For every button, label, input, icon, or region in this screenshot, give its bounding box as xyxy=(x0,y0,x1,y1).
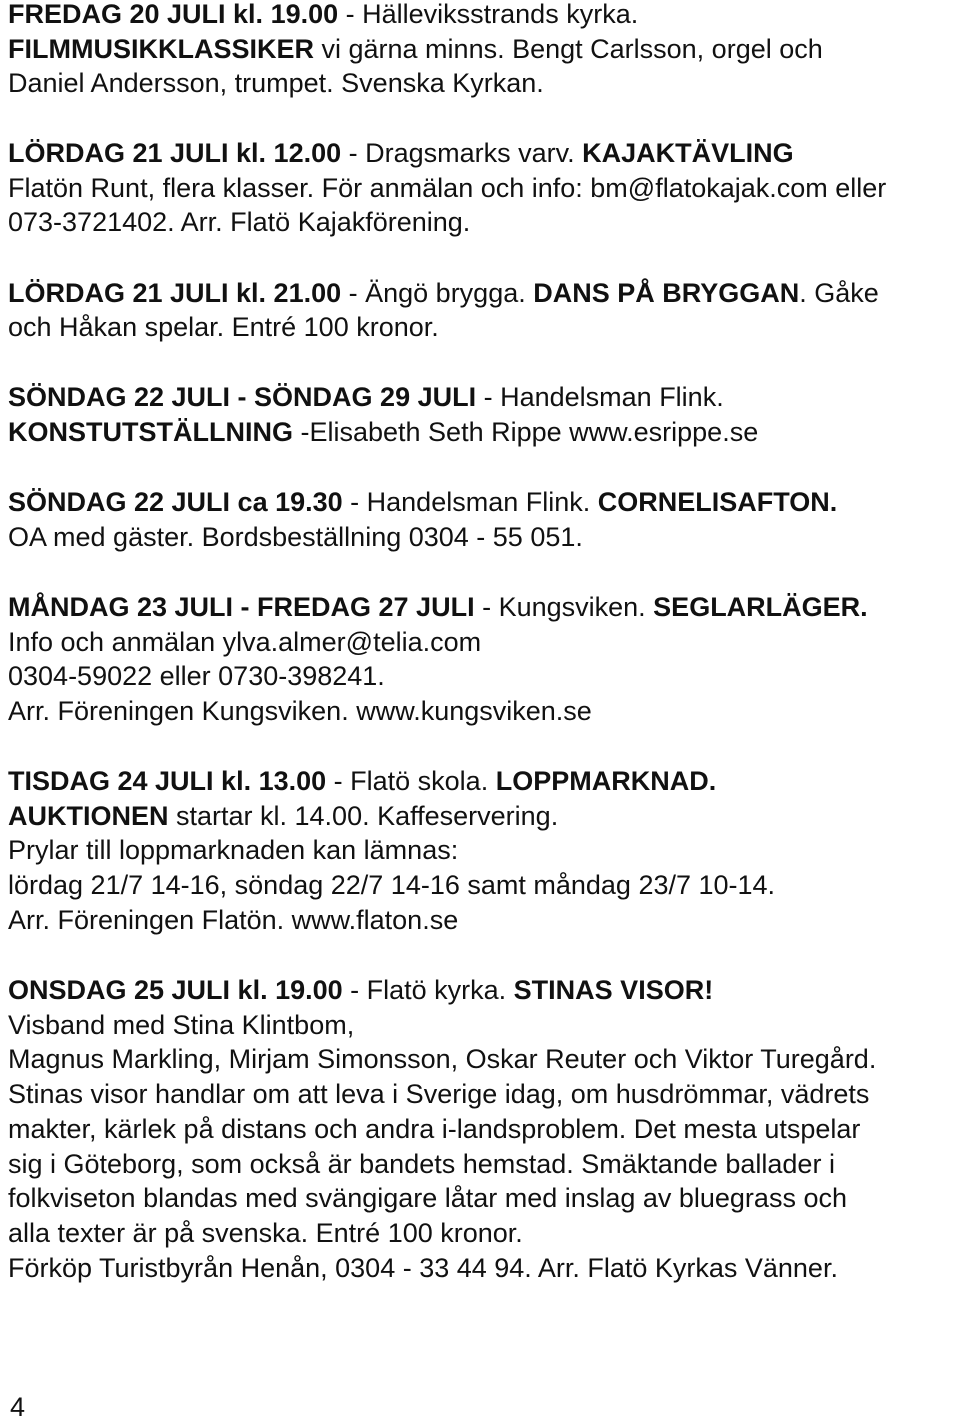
event-8-heading xyxy=(8,973,713,1007)
event-1-title: FILMMUSIKKLASSIKER xyxy=(8,34,314,64)
event-5-location: - Handelsman Flink. xyxy=(342,487,598,517)
page-number: 4 xyxy=(10,1392,26,1422)
event-8-line-5: makter, kärlek på distans och andra i-landsproblem. Det mesta utspelar xyxy=(8,1114,861,1144)
event-8-line-9: Förköp Turistbyrån Henån, 0304 - 33 44 94. Arr. Flatö Kyrkas Vänner. xyxy=(8,1253,838,1283)
event-8-location: - Flatö kyrka. xyxy=(342,975,514,1005)
event-7-title: LOPPMARKNAD. xyxy=(495,766,717,796)
event-7-location: - Flatö skola. xyxy=(326,766,496,796)
event-3-text: . Gåke xyxy=(799,278,879,308)
event-7-line-2 xyxy=(8,799,558,833)
event-5-heading xyxy=(8,485,837,519)
event-2-line-2: Flatön Runt, flera klasser. För anmälan och info: bm@flatokajak.com eller xyxy=(8,173,887,203)
event-7-line-3: Prylar till loppmarknaden kan lämnas: xyxy=(8,835,459,865)
event-8-line-4: Stinas visor handlar om att leva i Sverige idag, om husdrömmar, vädrets xyxy=(8,1079,870,1109)
event-1-location: - Hälleviksstrands kyrka. xyxy=(338,0,639,29)
event-6-line-3: 0304-59022 eller 0730-398241. xyxy=(8,661,385,691)
event-6-title: SEGLARLÄGER. xyxy=(653,592,868,622)
event-8-line-3: Magnus Markling, Mirjam Simonsson, Oskar Reuter och Viktor Turegård. xyxy=(8,1044,877,1074)
event-7-line-4: lördag 21/7 14-16, söndag 22/7 14-16 samt måndag 23/7 10-14. xyxy=(8,870,776,900)
event-1-line-2 xyxy=(8,32,823,66)
event-5-line-2: OA med gäster. Bordsbeställning 0304 - 55 051. xyxy=(8,522,583,552)
event-4-line-2 xyxy=(8,415,758,449)
event-7-date: TISDAG 24 JULI kl. 13.00 xyxy=(8,766,327,796)
event-4-title: KONSTUTSTÄLLNING xyxy=(8,417,293,447)
event-8-date: ONSDAG 25 JULI kl. 19.00 xyxy=(8,975,343,1005)
event-2-location: - Dragsmarks varv. xyxy=(341,138,583,168)
event-1-date: FREDAG 20 JULI kl. 19.00 xyxy=(8,0,339,29)
event-3-date: LÖRDAG 21 JULI kl. 21.00 xyxy=(8,278,342,308)
event-2-line-3: 073-3721402. Arr. Flatö Kajakförening. xyxy=(8,207,471,237)
event-8-line-7: folkviseton blandas med svängigare låtar med inslag av bluegrass och xyxy=(8,1183,847,1213)
event-2-heading xyxy=(8,136,794,170)
event-1-line-3: Daniel Andersson, trumpet. Svenska Kyrkan. xyxy=(8,68,544,98)
event-3-title: DANS PÅ BRYGGAN xyxy=(533,278,800,308)
event-4-text: -Elisabeth Seth Rippe www.esrippe.se xyxy=(292,417,759,447)
event-8-line-6: sig i Göteborg, som också är bandets hemstad. Smäktande ballader i xyxy=(8,1149,835,1179)
event-3-line-2: och Håkan spelar. Entré 100 kronor. xyxy=(8,312,439,342)
event-7-line-5: Arr. Föreningen Flatön. www.flaton.se xyxy=(8,905,459,935)
event-4-location: - Handelsman Flink. xyxy=(476,382,724,412)
event-8-title: STINAS VISOR! xyxy=(513,975,714,1005)
event-7-subtitle: AUKTIONEN xyxy=(8,801,169,831)
event-6-location: - Kungsviken. xyxy=(474,592,654,622)
event-3-location: - Ängö brygga. xyxy=(341,278,534,308)
event-6-line-4: Arr. Föreningen Kungsviken. www.kungsviken.se xyxy=(8,696,592,726)
event-5-title: CORNELISAFTON. xyxy=(597,487,838,517)
event-1-heading xyxy=(8,0,638,31)
event-2-date: LÖRDAG 21 JULI kl. 12.00 xyxy=(8,138,342,168)
event-1-text: vi gärna minns. Bengt Carlsson, orgel och xyxy=(314,34,823,64)
event-5-date: SÖNDAG 22 JULI ca 19.30 xyxy=(8,487,343,517)
event-2-title: KAJAKTÄVLING xyxy=(582,138,794,168)
event-4-date: SÖNDAG 22 JULI - SÖNDAG 29 JULI xyxy=(8,382,477,412)
event-4-heading xyxy=(8,380,724,414)
event-6-heading xyxy=(8,590,868,624)
event-7-text: startar kl. 14.00. Kaffeservering. xyxy=(168,801,559,831)
event-8-line-2: Visband med Stina Klintbom, xyxy=(8,1010,355,1040)
event-6-line-2: Info och anmälan ylva.almer@telia.com xyxy=(8,627,482,657)
event-3-heading xyxy=(8,276,879,310)
event-6-date: MÅNDAG 23 JULI - FREDAG 27 JULI xyxy=(8,592,475,622)
event-8-line-8: alla texter är på svenska. Entré 100 kronor. xyxy=(8,1218,523,1248)
event-7-heading xyxy=(8,764,716,798)
